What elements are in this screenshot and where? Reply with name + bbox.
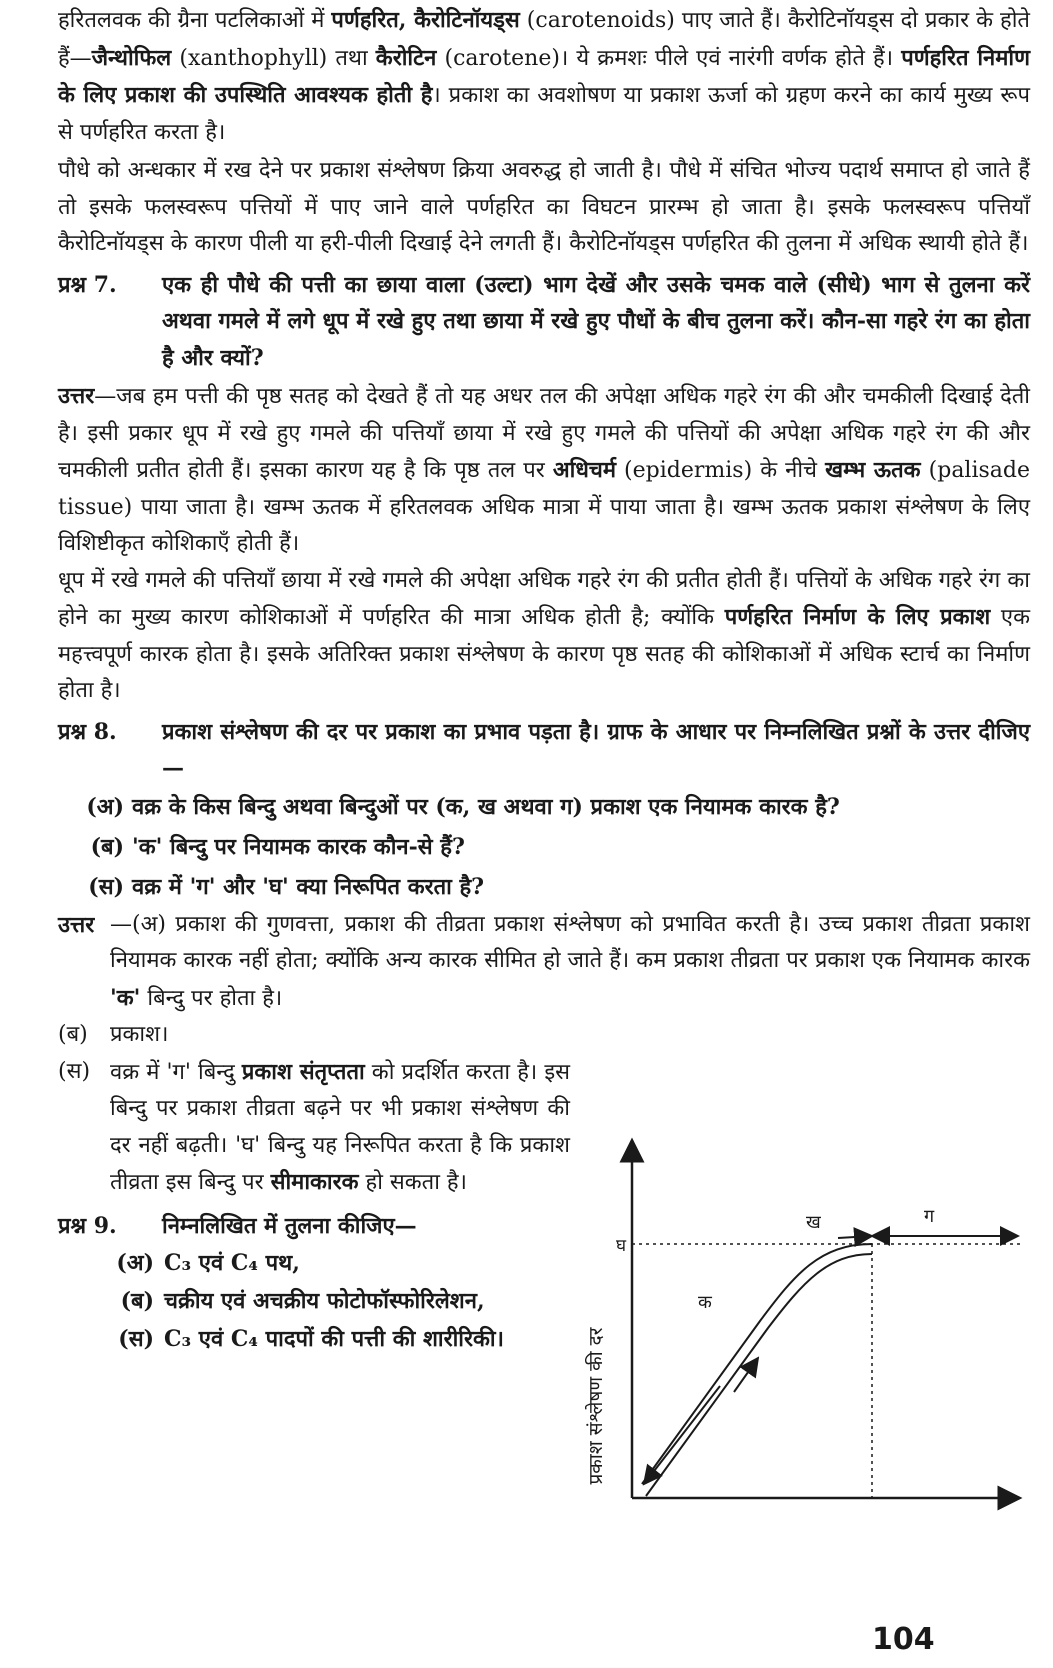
answer-8-part-c: (स) वक्र में 'ग' बिन्दु प्रकाश संतृप्तता को प्रदर्शित करता है। इस बिन्दु पर प्रकाश तीव्रता बढ़ने पर भी प्रकाश संश्लेषण की दर नहीं बढ़ती। 'घ' बिन्दु यह निरूपित करता है कि प्रकाश तीव्रता इस बिन्दु पर सीमाकारक हो सकता है। xyxy=(58,1058,570,1195)
question-9 xyxy=(58,1208,570,1245)
question-9-sub-c: (स) C₃ एवं C₄ पादपों की पत्ती की शारीरिकी। xyxy=(118,1326,504,1352)
question-7-text: एक ही पौधे की पत्ती का छाया वाला (उल्टा) भाग देखें और उसके चमक वाले (सीधे) भाग से तुलना करें अथवा गमले में लगे धूप में रखे हुए तथा छाया में रखे हुए पौधों के बीच तुलना करें। कौन-सा गहरे रंग का होता है और क्यों? xyxy=(162,271,1030,371)
answer-8-left-column xyxy=(58,1017,570,1358)
text-run: धूप में रखे गमले की पत्तियाँ छाया में रखे गमले की अपेक्षा अधिक गहरे रंग की प्रतीत होती हैं। पत्तियों के अधिक गहरे रंग का होने का मुख्य कारण कोशिकाओं में पर्णहरित की मात्रा अधिक होती है; क्योंकि xyxy=(58,567,1030,630)
label-gha: घ xyxy=(616,1236,627,1256)
answer-7-paragraph-1 xyxy=(58,378,1030,563)
arrow-up-slope xyxy=(734,1358,758,1392)
question-9-text: निम्नलिखित में तुलना कीजिए— xyxy=(162,1212,417,1239)
question-7 xyxy=(58,267,1030,377)
intro-paragraph-2: पौधे को अन्धकार में रख देने पर प्रकाश संश्लेषण क्रिया अवरुद्ध हो जाती है। पौधे में संचित भोज्य पदार्थ समाप्त हो जाते हैं तो इसके फलस्वरूप पत्तियों में पाए जाने वाले पर्णहरित का विघटन प्रारम्भ हो जाता है। इसके फलस्वरूप पत्तियाँ कैरोटिनॉयड्स के कारण पीली या हरी-पीली दिखाई देने लगती हैं। कैरोटिनॉयड्स पर्णहरित की तुलना में अधिक स्थायी होते हैं। xyxy=(58,158,1030,256)
answer-7-paragraph-2 xyxy=(58,563,1030,710)
label-ka: क xyxy=(698,1292,712,1313)
question-8-label: प्रश्न 8. xyxy=(58,718,117,745)
bold-term: जैन्थोफिल xyxy=(91,44,172,71)
curve-inner xyxy=(642,1244,872,1484)
text-run: हरितलवक की ग्रैना पटलिकाओं में xyxy=(58,8,332,33)
bold-term: कैरोटिन xyxy=(375,44,437,71)
page-number: 104 xyxy=(872,1622,935,1657)
curve-outer xyxy=(646,1254,872,1496)
text-run: (xanthophyll) तथा xyxy=(171,45,376,71)
question-8-text: प्रकाश संश्लेषण की दर पर प्रकाश का प्रभाव पड़ता है। ग्राफ के आधार पर निम्नलिखित प्रश्नों के उत्तर दीजिए— xyxy=(162,718,1030,781)
bold-term: खम्भ ऊतक xyxy=(825,457,921,483)
text-run: । प्रकाश का अवशोषण या प्रकाश ऊर्जा को ग्रहण करने का कार्य मुख्य रूप से पर्णहरित करता है। xyxy=(58,83,1030,145)
text-run: (epidermis) के नीचे xyxy=(615,458,826,483)
bold-term: प्रकाश संतृप्तता xyxy=(241,1058,365,1085)
text-run: हो सकता है। xyxy=(358,1170,467,1195)
question-7-label: प्रश्न 7. xyxy=(58,271,117,298)
answer-8-part-b: (ब) प्रकाश। xyxy=(58,1022,169,1047)
text-run: (palisade tissue) पाया जाता है। खम्भ ऊतक में हरितलवक अधिक मात्रा में पाया जाता है। खम्भ ऊतक प्रकाश संश्लेषण के लिए विशिष्टीकृत कोशिकाएँ होती हैं। xyxy=(58,458,1031,556)
question-9-sub-b: (ब) चक्रीय एवं अचक्रीय फोटोफॉस्फोरिलेशन, xyxy=(120,1288,485,1314)
label-kha: ख xyxy=(806,1212,821,1233)
arrow-down-slope xyxy=(644,1386,720,1484)
text-run: वक्र में 'ग' बिन्दु xyxy=(110,1059,242,1085)
bold-term: पर्णहरित निर्माण के लिए प्रकाश की उपस्थिति आवश्यक होती है xyxy=(58,44,1030,108)
bold-term: पर्णहरित, कैरोटिनॉयड्स xyxy=(331,7,520,33)
text-run: बिन्दु पर होता है। xyxy=(140,985,283,1011)
text-run: —(अ) प्रकाश की गुणवत्ता, प्रकाश की तीव्रता प्रकाश संश्लेषण को प्रभावित करती है। उच्च प्रकाश तीव्रता प्रकाश नियामक कारक नहीं होता; क्योंकि अन्य कारक सीमित हो जाते हैं। कम प्रकाश तीव्रता पर प्रकाश एक नियामक कारक xyxy=(110,911,1030,973)
bold-term: 'क' xyxy=(110,984,141,1011)
question-8-sub-a: (अ) वक्र के किस बिन्दु अथवा बिन्दुओं पर (क, ख अथवा ग) प्रकाश एक नियामक कारक है? xyxy=(86,793,840,820)
question-8-sub-b: (ब) 'क' बिन्दु पर नियामक कारक कौन-से हैं? xyxy=(90,833,465,860)
question-9-label: प्रश्न 9. xyxy=(58,1212,117,1239)
answer-8-label: उत्तर xyxy=(58,911,95,938)
bold-term: सीमाकारक xyxy=(270,1169,359,1195)
bold-term: अधिचर्म xyxy=(552,457,616,483)
intro-paragraph-1 xyxy=(58,2,1030,151)
bold-term: उत्तर xyxy=(58,383,95,409)
text-run: —जब हम पत्ती की पृष्ठ सतह को देखते हैं तो यह अधर तल की अपेक्षा अधिक गहरे रंग की और चमकीली दिखाई देती है। इसी प्रकार धूप में रखे हुए गमले की पत्तियाँ छाया में रखे हुए गमले की पत्तियों की अपेक्षा अधिक गहरे रंग की और चमकीली प्रतीत होती हैं। इसका कारण यह है कि पृष्ठ तल पर xyxy=(58,384,1030,483)
label-ga: ग xyxy=(924,1206,935,1227)
question-8-sub-c: (स) वक्र में 'ग' और 'घ' क्या निरूपित करता है? xyxy=(88,873,485,900)
text-run: को प्रदर्शित करता है। इस बिन्दु पर प्रकाश तीव्रता बढ़ने पर भी प्रकाश संश्लेषण की दर नहीं बढ़ती। 'घ' बिन्दु यह निरूपित करता है कि प्रकाश तीव्रता इस बिन्दु पर xyxy=(110,1059,570,1195)
text-run: (carotene)। ये क्रमशः पीले एवं नारंगी वर्णक होते हैं। xyxy=(436,45,902,71)
arrow-kha xyxy=(838,1236,872,1238)
answer-8-part-a xyxy=(58,907,1030,1018)
y-axis-label: प्रकाश संश्लेषण की दर xyxy=(585,1327,607,1485)
text-run: एक महत्त्वपूर्ण कारक होता है। इसके अतिरिक्त प्रकाश संश्लेषण के कारण पृष्ठ सतह की कोशिकाओं में अधिक स्टार्च का निर्माण होता है। xyxy=(58,605,1030,703)
light-saturation-graph xyxy=(520,1116,1040,1516)
question-8 xyxy=(58,714,1030,787)
text-run: (carotenoids) पाए जाते हैं। कैरोटिनॉयड्स दो प्रकार के होते हैं— xyxy=(58,8,1030,71)
bold-term: पर्णहरित निर्माण के लिए प्रकाश xyxy=(724,604,991,630)
question-9-sub-a: (अ) C₃ एवं C₄ पथ, xyxy=(116,1250,300,1276)
